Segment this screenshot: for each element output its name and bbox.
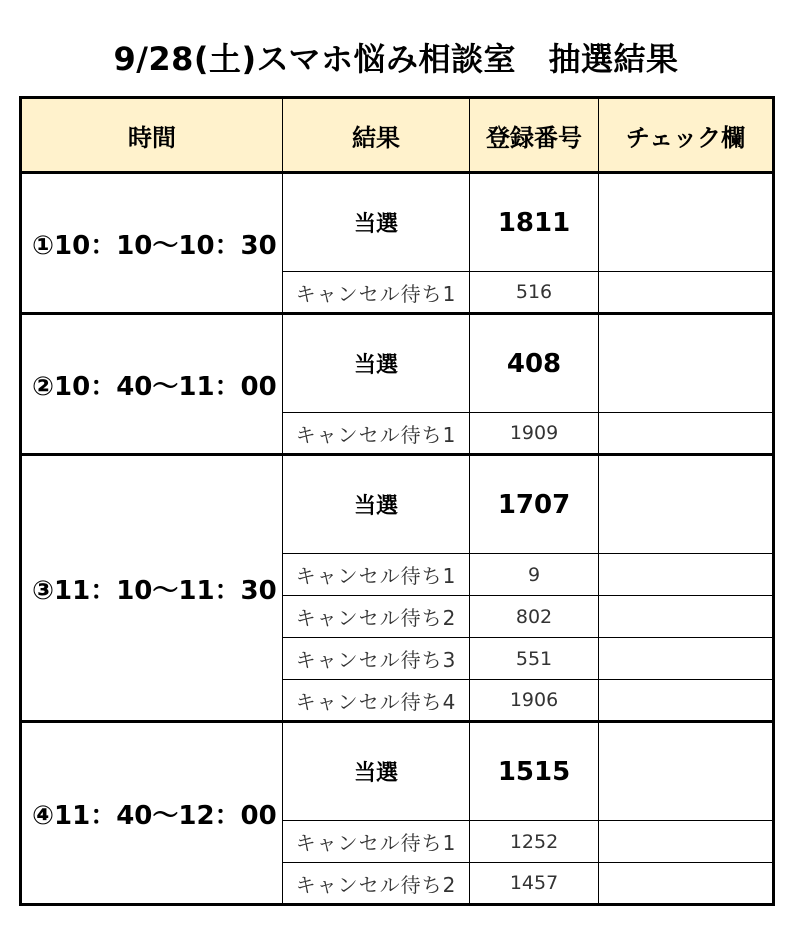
winner-row — [21, 314, 774, 413]
waitlist-label: キャンセル待ち1 — [283, 272, 470, 314]
winner-label: 当選 — [283, 173, 470, 272]
waitlist-number: 1252 — [470, 821, 599, 863]
waitlist-number: 9 — [470, 554, 599, 596]
time-slot-cell: ③11：10〜11：30 — [21, 455, 283, 722]
waitlist-label: キャンセル待ち1 — [283, 554, 470, 596]
waitlist-label: キャンセル待ち2 — [283, 596, 470, 638]
check-cell[interactable] — [599, 596, 774, 638]
winner-row — [21, 173, 774, 272]
time-slot-cell: ①10：10〜10：30 — [21, 173, 283, 314]
winner-number: 1707 — [470, 455, 599, 554]
waitlist-number: 1906 — [470, 680, 599, 722]
time-slot-cell: ②10：40〜11：00 — [21, 314, 283, 455]
winner-label: 当選 — [283, 722, 470, 821]
header-row — [21, 98, 774, 173]
waitlist-number: 1457 — [470, 863, 599, 905]
header-time: 時間 — [21, 98, 283, 173]
waitlist-number: 551 — [470, 638, 599, 680]
check-cell[interactable] — [599, 173, 774, 272]
check-cell[interactable] — [599, 680, 774, 722]
check-cell[interactable] — [599, 638, 774, 680]
waitlist-label: キャンセル待ち3 — [283, 638, 470, 680]
check-cell[interactable] — [599, 314, 774, 413]
winner-row — [21, 455, 774, 554]
header-result: 結果 — [283, 98, 470, 173]
winner-label: 当選 — [283, 314, 470, 413]
waitlist-label: キャンセル待ち4 — [283, 680, 470, 722]
waitlist-label: キャンセル待ち2 — [283, 863, 470, 905]
check-cell[interactable] — [599, 863, 774, 905]
winner-row — [21, 722, 774, 821]
waitlist-label: キャンセル待ち1 — [283, 413, 470, 455]
winner-number: 408 — [470, 314, 599, 413]
lottery-results-table — [19, 96, 775, 906]
check-cell[interactable] — [599, 722, 774, 821]
winner-label: 当選 — [283, 455, 470, 554]
waitlist-number: 802 — [470, 596, 599, 638]
waitlist-number: 1909 — [470, 413, 599, 455]
winner-number: 1515 — [470, 722, 599, 821]
check-cell[interactable] — [599, 272, 774, 314]
time-slot-cell: ④11：40〜12：00 — [21, 722, 283, 905]
check-cell[interactable] — [599, 821, 774, 863]
check-cell[interactable] — [599, 413, 774, 455]
check-cell[interactable] — [599, 455, 774, 554]
waitlist-label: キャンセル待ち1 — [283, 821, 470, 863]
waitlist-number: 516 — [470, 272, 599, 314]
page-title: 9/28(土)スマホ悩み相談室 抽選結果 — [113, 40, 679, 78]
header-check: チェック欄 — [599, 98, 774, 173]
header-number: 登録番号 — [470, 98, 599, 173]
winner-number: 1811 — [470, 173, 599, 272]
check-cell[interactable] — [599, 554, 774, 596]
